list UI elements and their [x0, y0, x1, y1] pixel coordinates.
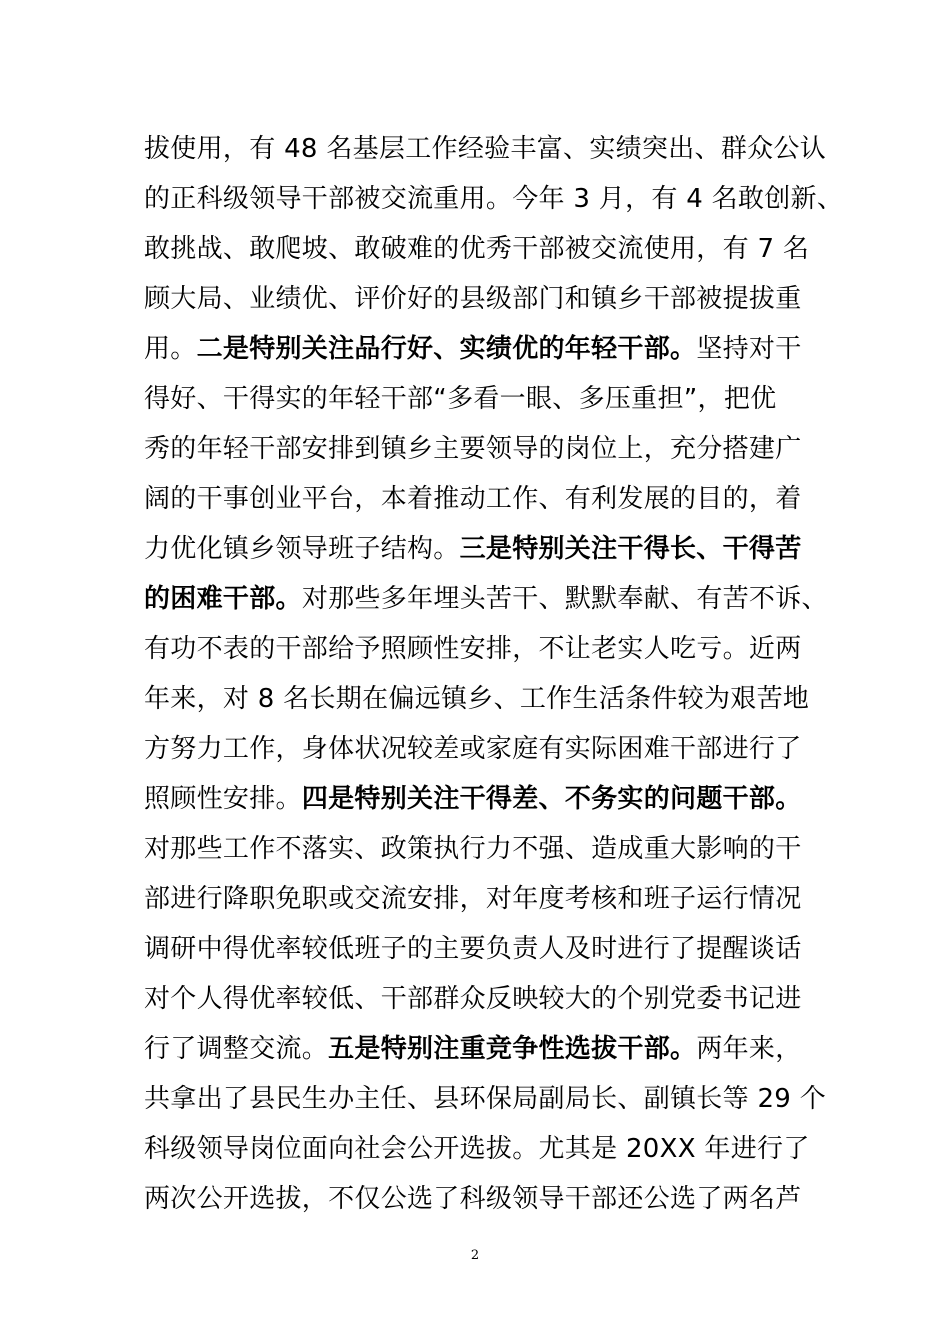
- bold-heading-segment: 四是特别关注干得差、不务实的问题干部。: [301, 784, 802, 814]
- text-line: [144, 1027, 816, 1071]
- text-segment: 顾大局、业绩优、评价好的县级部门和镇乡干部被提拔重: [144, 284, 802, 314]
- text-line: [144, 527, 816, 571]
- text-segment: 的正科级领导干部被交流重用。今年 3 月，有 4 名敢创新、: [144, 184, 844, 214]
- text-line: [144, 1177, 816, 1221]
- text-segment: 有功不表的干部给予照顾性安排，不让老实人吃亏。近两: [144, 634, 802, 664]
- text-line: [144, 827, 816, 871]
- text-line: [144, 627, 816, 671]
- text-segment: 坚持对干: [696, 334, 802, 364]
- text-segment: 行了调整交流。: [144, 1034, 329, 1064]
- text-segment: 年来，对 8 名长期在偏远镇乡、工作生活条件较为艰苦地: [144, 684, 810, 714]
- text-segment: 得好、干得实的年轻干部“多看一眼、多压重担”，把优: [144, 384, 777, 414]
- text-segment: 对个人得优率较低、干部群众反映较大的个别党委书记进: [144, 984, 802, 1014]
- text-segment: 部进行降职免职或交流安排，对年度考核和班子运行情况: [144, 884, 802, 914]
- text-line: [144, 277, 816, 321]
- text-line: [144, 1077, 827, 1121]
- text-line: [144, 177, 844, 221]
- text-segment: 秀的年轻干部安排到镇乡主要领导的岗位上，充分搭建广: [144, 434, 802, 464]
- page-number: 2: [470, 1248, 480, 1263]
- text-line: [144, 677, 816, 721]
- text-segment: 用。: [144, 334, 197, 364]
- bold-heading-segment: 二是特别关注品行好、实绩优的年轻干部。: [196, 334, 697, 364]
- text-line: [144, 477, 816, 521]
- text-line: [144, 227, 816, 271]
- text-segment: 调研中得优率较低班子的主要负责人及时进行了提醒谈话: [144, 934, 802, 964]
- text-segment: 科级领导岗位面向社会公开选拔。尤其是 20XX 年进行了: [144, 1134, 810, 1164]
- text-segment: 共拿出了县民生办主任、县环保局副局长、副镇长等 29 个: [144, 1084, 827, 1114]
- text-segment: 对那些多年埋头苦干、默默奉献、有苦不诉、: [301, 584, 828, 614]
- text-segment: 照顾性安排。: [144, 784, 302, 814]
- text-segment: 两次公开选拔，不仅公选了科级领导干部还公选了两名芦: [144, 1184, 802, 1214]
- text-line: [144, 577, 828, 621]
- text-line: [144, 877, 816, 921]
- text-line: [144, 327, 816, 371]
- text-segment: 力优化镇乡领导班子结构。: [144, 534, 460, 564]
- text-segment: 方努力工作，身体状况较差或家庭有实际困难干部进行了: [144, 734, 802, 764]
- text-line: [144, 377, 816, 421]
- text-segment: 敢挑战、敢爬坡、敢破难的优秀干部被交流使用，有 7 名: [144, 234, 810, 264]
- text-segment: 对那些工作不落实、政策执行力不强、造成重大影响的干: [144, 834, 802, 864]
- text-line: [144, 1127, 816, 1171]
- text-segment: 阔的干事创业平台，本着推动工作、有利发展的目的，着: [144, 484, 802, 514]
- text-line: [144, 727, 816, 771]
- text-line: [144, 927, 816, 971]
- text-segment: 拔使用，有 48 名基层工作经验丰富、实绩突出、群众公认: [144, 134, 827, 164]
- text-segment: 两年来，: [696, 1034, 802, 1064]
- text-line: [144, 127, 827, 171]
- text-line: [144, 977, 816, 1021]
- bold-heading-segment: 五是特别注重竞争性选拔干部。: [328, 1034, 697, 1064]
- bold-heading-segment: 三是特别关注干得长、干得苦: [459, 534, 802, 564]
- bold-heading-segment: 的困难干部。: [144, 584, 302, 614]
- text-line: [144, 427, 816, 471]
- text-line: [144, 777, 816, 821]
